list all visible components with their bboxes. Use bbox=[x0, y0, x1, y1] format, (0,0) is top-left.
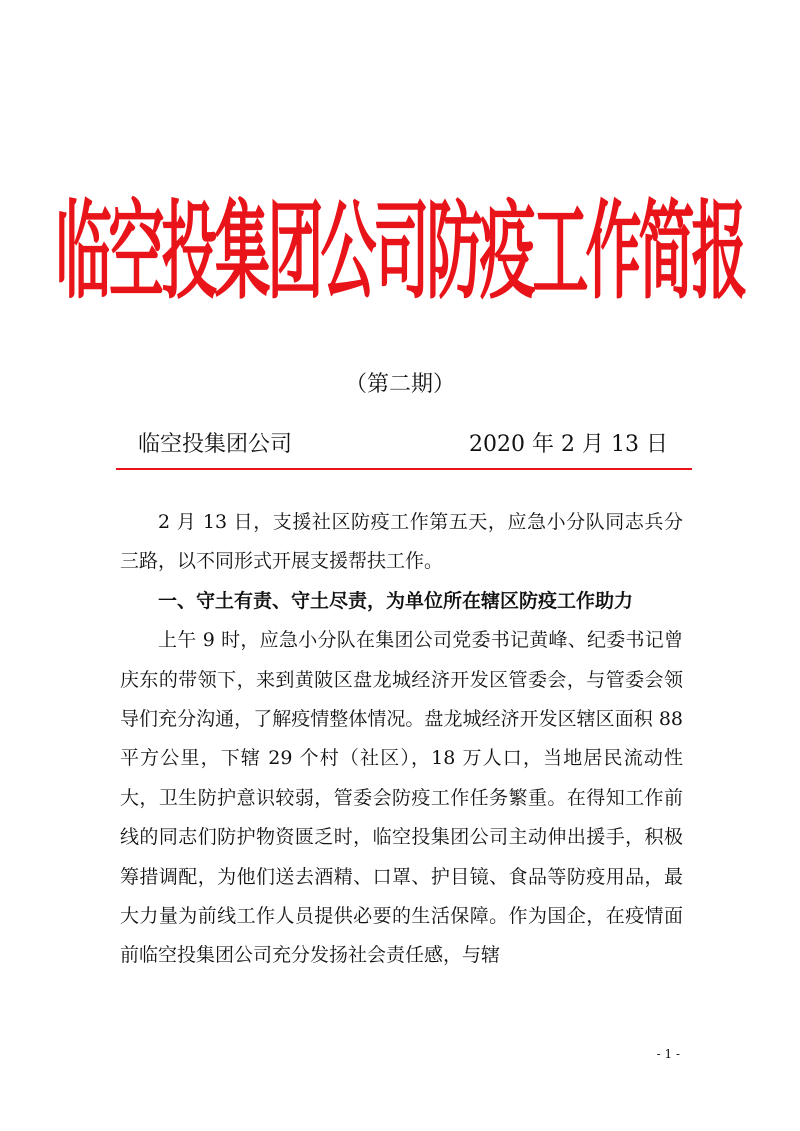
document-title-text: 临空投集团公司防疫工作简报 bbox=[55, 191, 745, 315]
section-paragraph: 上午 9 时，应急小分队在集团公司党委书记黄峰、纪委书记曾庆东的带领下，来到黄陂区盘龙城经济开发区管委会，与管委会领导们充分沟通，了解疫情整体情况。盘龙城经济开发区辖区面积 88 平方公里，下辖 29 个村（社区），18 万人口，当地居民流动性大，卫生防护意识较弱，管委会防疫工作任务繁重。在得知工作前线的同志们防护物资匮乏时，临空投集团公司主动伸出援手，积极筹措调配，为他们送去酒精、口罩、护目镜、食品等防疫用品，最大力量为前线工作人员提供必要的生活保障。作为国企，在疫情面前临空投集团公司充分发扬社会责任感，与辖 bbox=[120, 629, 683, 967]
page-number: - 1 - bbox=[656, 1047, 680, 1061]
issue-date: 2020 年 2 月 13 日 bbox=[469, 432, 668, 457]
document-title bbox=[0, 186, 800, 322]
intro-paragraph: 2 月 13 日，支援社区防疫工作第五天，应急小分队同志兵分三路，以不同形式开展支援帮扶工作。 bbox=[120, 511, 683, 573]
document-body bbox=[120, 503, 683, 976]
section-heading: 一、守土有责、守土尽责，为单位所在辖区防疫工作助力 bbox=[158, 589, 634, 612]
meta-row bbox=[138, 428, 668, 462]
header-divider bbox=[116, 468, 692, 470]
organization-name: 临空投集团公司 bbox=[138, 432, 293, 457]
issue-number: （第二期） bbox=[344, 372, 455, 397]
